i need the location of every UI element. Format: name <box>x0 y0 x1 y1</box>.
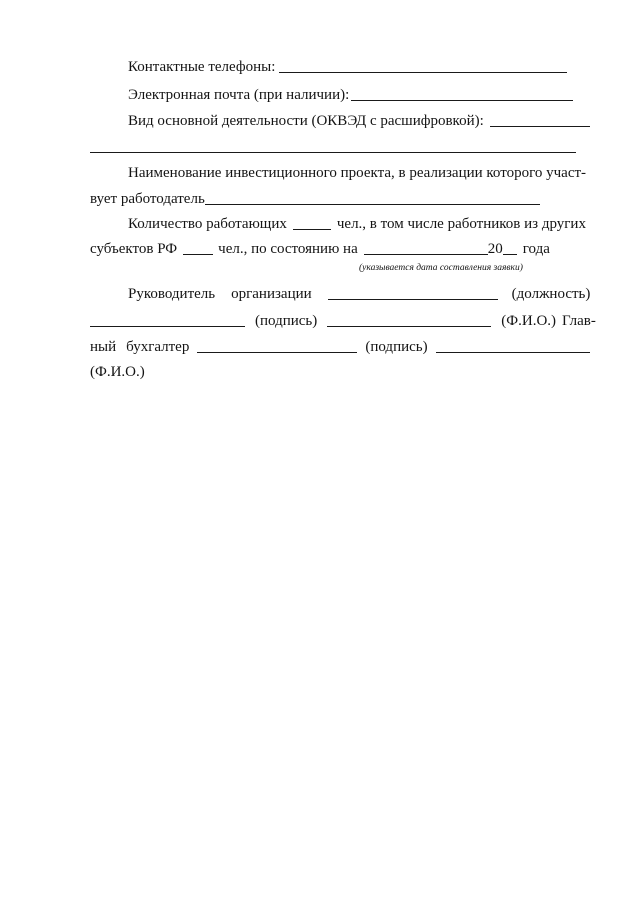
activity-continuation-row <box>90 136 590 156</box>
chief-label-2: ный <box>90 339 117 355</box>
chief-fio-row <box>90 361 590 381</box>
project-label-2: вует работодатель <box>90 191 205 207</box>
email-row <box>128 84 590 104</box>
head-label: Руководитель <box>128 286 216 302</box>
head-row <box>128 283 590 303</box>
position-label: (должность) <box>511 286 591 302</box>
subjects-label: субъектов РФ <box>90 241 178 257</box>
subjects-row <box>90 238 590 258</box>
phones-label: Контактные телефоны: <box>128 59 276 75</box>
year-suffix: года <box>522 241 550 257</box>
head-signature-row <box>90 310 596 330</box>
date-label: чел., по состоянию на <box>218 241 358 257</box>
fio-label-2: (Ф.И.О.) <box>90 364 145 380</box>
year-field[interactable] <box>503 240 517 255</box>
project-label: Наименование инвестиционного проекта, в реализации которого участ- <box>128 165 587 181</box>
workers-label-2: чел., в том числе работников из других <box>336 216 586 232</box>
phones-field[interactable] <box>279 58 567 73</box>
email-label: Электронная почта (при наличии): <box>128 87 350 103</box>
workers-label: Количество работающих <box>128 216 287 232</box>
email-field[interactable] <box>351 86 573 101</box>
project-field[interactable] <box>205 190 540 205</box>
signature-label-2: (подпись) <box>365 339 428 355</box>
chief-fio-field[interactable] <box>436 338 590 353</box>
workers-count-field[interactable] <box>293 215 331 230</box>
chief-row <box>90 336 590 356</box>
date-note: (указывается дата составления заявки) <box>359 263 523 273</box>
activity-row <box>128 110 590 130</box>
chief-label: Глав- <box>562 313 596 329</box>
position-field[interactable] <box>328 285 498 300</box>
org-label: организации <box>231 286 312 302</box>
activity-label: Вид основной деятельности (ОКВЭД с расшифровкой): <box>128 113 484 129</box>
subjects-count-field[interactable] <box>183 240 213 255</box>
chief-signature-field[interactable] <box>197 338 357 353</box>
date-field[interactable] <box>364 240 488 255</box>
workers-row <box>128 213 590 233</box>
activity-field[interactable] <box>490 112 590 127</box>
project-row-2 <box>90 188 590 208</box>
project-row <box>128 162 590 182</box>
fio-label: (Ф.И.О.) <box>501 313 557 329</box>
year-prefix: 20 <box>487 241 503 257</box>
signature-label: (подпись) <box>255 313 318 329</box>
chief-label-3: бухгалтер <box>126 339 190 355</box>
activity-field-2[interactable] <box>90 138 576 153</box>
phones-row <box>128 56 590 76</box>
head-signature-field[interactable] <box>90 312 245 327</box>
head-fio-field[interactable] <box>327 312 491 327</box>
